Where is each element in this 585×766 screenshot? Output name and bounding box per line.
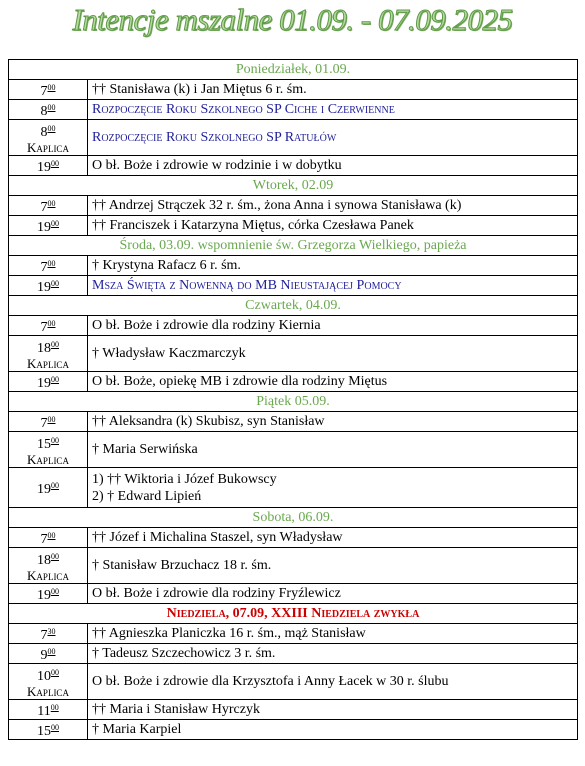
- mass-hour: 7: [40, 532, 48, 547]
- intention-line: O bł. Boże i zdrowie dla rodziny Fryźlewicz: [92, 585, 341, 601]
- day-header-row: [9, 604, 578, 624]
- intention-line: O bł. Boże i zdrowie dla rodziny Kiernia: [92, 317, 321, 333]
- mass-time: [9, 584, 88, 604]
- mass-time: [9, 316, 88, 336]
- mass-minutes: 00: [51, 339, 59, 349]
- mass-intention: [88, 316, 578, 336]
- day-header: Czwartek, 04.09.: [9, 296, 578, 316]
- mass-row: [9, 432, 578, 468]
- mass-hour: 18: [37, 340, 51, 356]
- mass-hour: 7: [40, 320, 48, 335]
- mass-minutes: 00: [47, 123, 56, 133]
- mass-hour: 10: [37, 668, 51, 684]
- mass-row: [9, 80, 578, 100]
- mass-intentions-body: [9, 60, 578, 740]
- mass-minutes: 00: [47, 103, 56, 112]
- mass-time: [9, 196, 88, 216]
- mass-hour: 8: [40, 124, 48, 140]
- day-header: Piątek 05.09.: [9, 392, 578, 412]
- mass-hour: 19: [37, 482, 51, 497]
- intention-line: † Maria Karpiel: [92, 721, 182, 737]
- mass-hour: 11: [37, 704, 51, 719]
- mass-intention: [88, 720, 578, 740]
- intention-line: † Krystyna Rafacz 6 r. śm.: [92, 257, 241, 273]
- intention-line: Rozpoczęcie Roku Szkolnego SP Ratułów: [92, 129, 337, 145]
- mass-hour: 19: [37, 588, 51, 603]
- mass-intention: [88, 624, 578, 644]
- mass-intention: [88, 216, 578, 236]
- mass-time: [9, 156, 88, 176]
- mass-time: [9, 700, 88, 720]
- mass-place: Kaplica: [27, 355, 69, 371]
- mass-intention: [88, 644, 578, 664]
- mass-minutes: 00: [51, 375, 59, 384]
- intention-line: Rozpoczęcie Roku Szkolnego SP Ciche i Czerwienne: [92, 101, 395, 117]
- day-header-row: [9, 508, 578, 528]
- day-header: Niedziela, 07.09, XXIII Niedziela zwykła: [9, 604, 578, 624]
- mass-row: [9, 216, 578, 236]
- mass-minutes: 00: [47, 199, 56, 208]
- intention-line: †† Maria i Stanisław Hyrczyk: [92, 701, 260, 717]
- intention-line: † Maria Serwińska: [92, 441, 198, 457]
- mass-hour: 7: [40, 628, 48, 643]
- mass-row: [9, 256, 578, 276]
- mass-hour: 7: [40, 416, 48, 431]
- mass-hour: 7: [40, 84, 48, 99]
- mass-minutes: 00: [51, 219, 59, 228]
- day-header-row: [9, 176, 578, 196]
- mass-time: [9, 80, 88, 100]
- mass-hour: 7: [40, 200, 48, 215]
- mass-intention: [88, 700, 578, 720]
- mass-intention: [88, 664, 578, 700]
- mass-row: [9, 196, 578, 216]
- mass-hour: 18: [37, 552, 51, 568]
- mass-intention: [88, 584, 578, 604]
- mass-place: Kaplica: [27, 451, 69, 467]
- mass-time: [9, 548, 88, 584]
- mass-time: [9, 720, 88, 740]
- intention-line: Msza Święta z Nowenną do MB Nieustającej Pomocy: [92, 277, 402, 293]
- mass-minutes: 00: [47, 531, 56, 540]
- day-header-row: [9, 296, 578, 316]
- mass-minutes: 00: [51, 435, 59, 445]
- mass-intention: [88, 156, 578, 176]
- mass-hour: 19: [37, 376, 51, 391]
- mass-row: [9, 624, 578, 644]
- mass-time: [9, 100, 88, 120]
- mass-row: [9, 700, 578, 720]
- mass-minutes: 00: [51, 551, 59, 561]
- mass-minutes: 00: [51, 279, 59, 288]
- mass-hour: 7: [40, 260, 48, 275]
- mass-row: [9, 644, 578, 664]
- intention-line: †† Andrzej Strączek 32 r. śm., żona Anna i synowa Stanisława (k): [92, 197, 462, 213]
- mass-time: [9, 644, 88, 664]
- mass-intention: [88, 468, 578, 508]
- mass-time: [9, 216, 88, 236]
- mass-intention: [88, 412, 578, 432]
- mass-minutes: 00: [47, 319, 56, 328]
- mass-minutes: 00: [51, 587, 59, 596]
- mass-intention: [88, 336, 578, 372]
- mass-time: [9, 664, 88, 700]
- intention-line: † Tadeusz Szczechowicz 3 r. śm.: [92, 645, 276, 661]
- mass-intention: [88, 256, 578, 276]
- mass-time: [9, 432, 88, 468]
- mass-minutes: 00: [51, 159, 59, 168]
- mass-intention: [88, 276, 578, 296]
- mass-hour: 19: [37, 220, 51, 235]
- mass-row: [9, 548, 578, 584]
- day-header: Środa, 03.09. wspomnienie św. Grzegorza Wielkiego, papieża: [9, 236, 578, 256]
- mass-row: [9, 276, 578, 296]
- mass-intention: [88, 120, 578, 156]
- mass-hour: 15: [37, 436, 51, 452]
- mass-intentions-table: [8, 59, 578, 740]
- mass-row: [9, 316, 578, 336]
- mass-minutes: 00: [50, 703, 59, 712]
- mass-row: [9, 468, 578, 508]
- mass-intention: [88, 432, 578, 468]
- mass-row: [9, 156, 578, 176]
- day-header: Poniedziałek, 01.09.: [9, 60, 578, 80]
- day-header-row: [9, 236, 578, 256]
- mass-place: Kaplica: [27, 683, 69, 699]
- mass-row: [9, 412, 578, 432]
- day-header: Wtorek, 02.09: [9, 176, 578, 196]
- mass-time: [9, 276, 88, 296]
- intention-line: 2) † Edward Lipień: [92, 488, 202, 504]
- mass-hour: 19: [37, 280, 51, 295]
- mass-time: [9, 336, 88, 372]
- intention-line: O bł. Boże i zdrowie w rodzinie i w dobytku: [92, 157, 342, 173]
- mass-minutes: 00: [47, 83, 56, 92]
- mass-time: [9, 412, 88, 432]
- mass-minutes: 00: [51, 667, 59, 677]
- intention-line: O bł. Boże i zdrowie dla Krzysztofa i Anny Łacek w 30 r. ślubu: [92, 673, 449, 689]
- mass-minutes: 00: [47, 259, 56, 268]
- mass-place: Kaplica: [27, 567, 69, 583]
- mass-time: [9, 256, 88, 276]
- mass-minutes: 00: [51, 481, 59, 490]
- mass-place: Kaplica: [27, 139, 69, 155]
- mass-intention: [88, 372, 578, 392]
- mass-minutes: 30: [47, 627, 56, 636]
- mass-row: [9, 720, 578, 740]
- mass-row: [9, 336, 578, 372]
- intention-line: 1) †† Wiktoria i Józef Bukowscy: [92, 471, 277, 487]
- day-header-row: [9, 60, 578, 80]
- intention-line: O bł. Boże, opiekę MB i zdrowie dla rodziny Miętus: [92, 373, 388, 389]
- mass-row: [9, 528, 578, 548]
- intention-line: †† Aleksandra (k) Skubisz, syn Stanisław: [92, 413, 325, 429]
- mass-row: [9, 664, 578, 700]
- mass-row: [9, 100, 578, 120]
- mass-row: [9, 372, 578, 392]
- intention-line: †† Franciszek i Katarzyna Miętus, córka Czesława Panek: [92, 217, 414, 233]
- mass-hour: 15: [37, 724, 51, 739]
- mass-minutes: 00: [51, 723, 59, 732]
- intention-line: †† Stanisława (k) i Jan Miętus 6 r. śm.: [92, 81, 307, 97]
- page-title: Intencje mszalne 01.09. - 07.09.2025: [72, 2, 513, 37]
- mass-time: [9, 624, 88, 644]
- mass-intention: [88, 80, 578, 100]
- mass-intention: [88, 548, 578, 584]
- mass-intention: [88, 100, 578, 120]
- intention-line: † Władysław Kaczmarczyk: [92, 345, 246, 361]
- mass-row: [9, 584, 578, 604]
- intention-line: †† Agnieszka Planiczka 16 r. śm., mąż Stanisław: [92, 625, 366, 641]
- mass-time: [9, 372, 88, 392]
- mass-time: [9, 528, 88, 548]
- mass-hour: 19: [37, 160, 51, 175]
- day-header: Sobota, 06.09.: [9, 508, 578, 528]
- intention-line: †† Józef i Michalina Staszel, syn Władysław: [92, 529, 343, 545]
- intention-line: † Stanisław Brzuchacz 18 r. śm.: [92, 557, 272, 573]
- mass-hour: 8: [40, 104, 48, 119]
- mass-intention: [88, 528, 578, 548]
- mass-hour: 9: [40, 648, 48, 663]
- mass-minutes: 00: [47, 647, 56, 656]
- day-header-row: [9, 392, 578, 412]
- mass-row: [9, 120, 578, 156]
- mass-intention: [88, 196, 578, 216]
- mass-time: [9, 120, 88, 156]
- mass-time: [9, 468, 88, 508]
- mass-minutes: 00: [47, 415, 56, 424]
